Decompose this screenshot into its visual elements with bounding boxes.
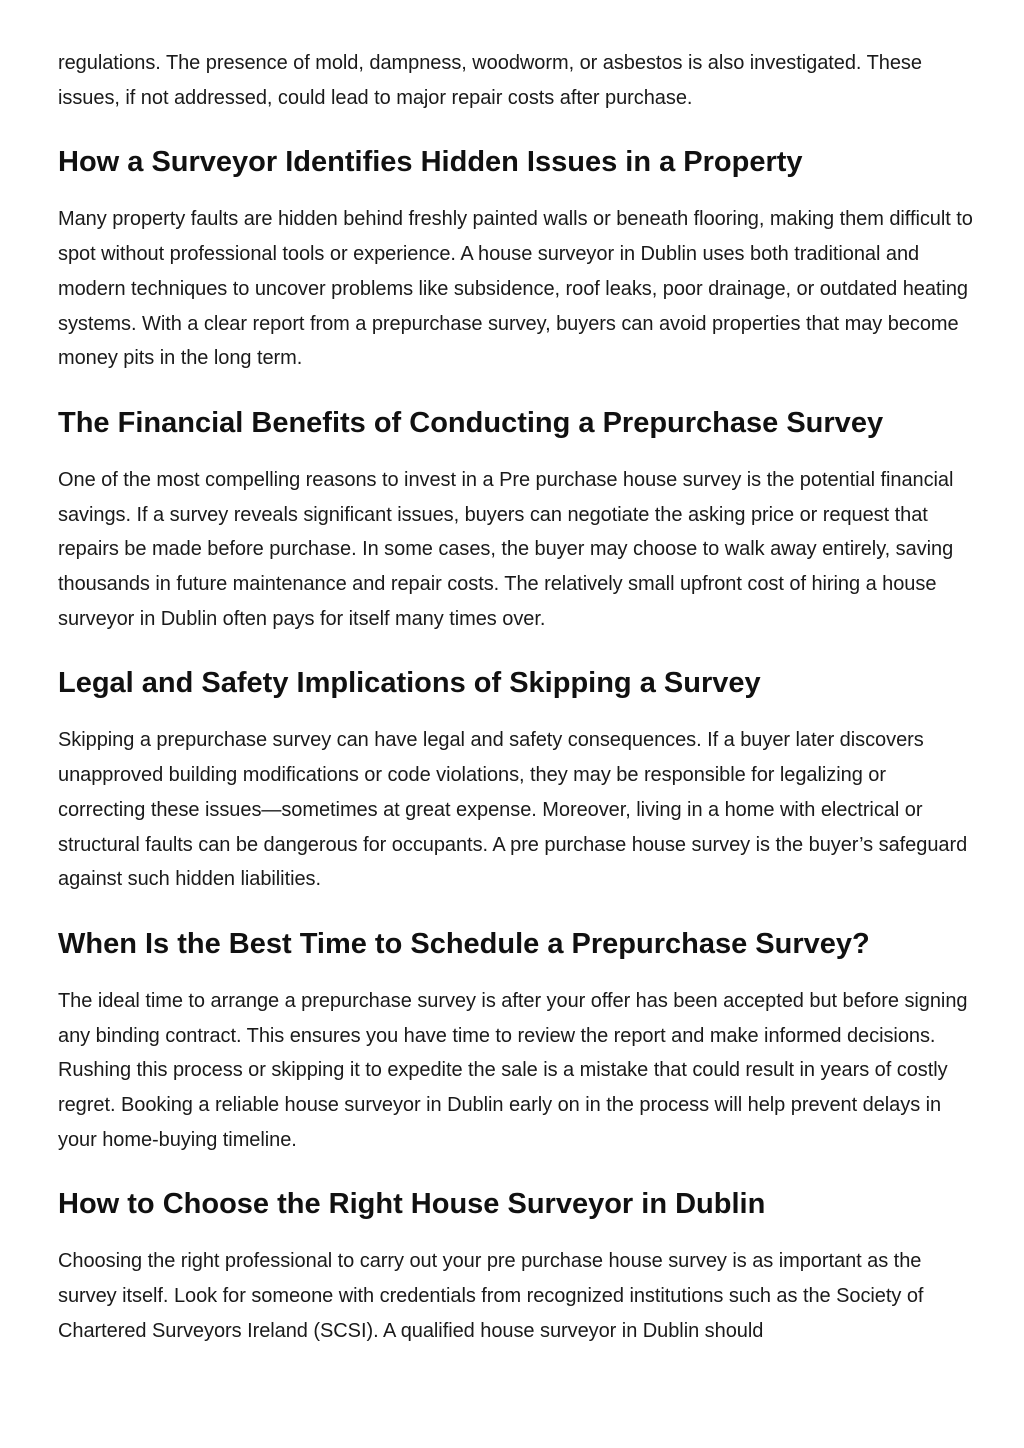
section-body-hidden-issues: Many property faults are hidden behind freshly painted walls or beneath flooring, making them difficult to spot without professional tools or experience. A house surveyor in Dublin uses both traditional and modern techniques to uncover problems like subsidence, roof leaks, poor drainage, or outdated heating systems. With a clear report from a prepurchase survey, buyers can avoid properties that may become money pits in the long term. bbox=[58, 208, 973, 370]
section-heading-financial-benefits: The Financial Benefits of Conducting a Prepurchase Survey bbox=[58, 406, 884, 439]
document-page bbox=[58, 46, 978, 1349]
section-heading-legal-safety: Legal and Safety Implications of Skipping a Survey bbox=[58, 667, 761, 700]
intro-paragraph: regulations. The presence of mold, dampness, woodworm, or asbestos is also investigated. These issues, if not addressed, could lead to major repair costs after purchase. bbox=[58, 52, 922, 109]
section-body-best-time: The ideal time to arrange a prepurchase survey is after your offer has been accepted but before signing any binding contract. This ensures you have time to review the report and make informed decisions. Rushing this process or skipping it to expedite the sale is a mistake that could result in years of costly regret. Booking a reliable house surveyor in Dublin early on in the process will help prevent delays in your home-buying timeline. bbox=[58, 989, 968, 1151]
section-heading-best-time: When Is the Best Time to Schedule a Prepurchase Survey? bbox=[58, 927, 870, 960]
section-body-choose-surveyor: Choosing the right professional to carry out your pre purchase house survey is as important as the survey itself. Look for someone with credentials from recognized institutions such as the Society of Chartered Surveyors Ireland (SCSI). A qualified house surveyor in Dublin should bbox=[58, 1250, 924, 1342]
section-heading-choose-surveyor: How to Choose the Right House Surveyor in Dublin bbox=[58, 1188, 766, 1221]
section-body-legal-safety: Skipping a prepurchase survey can have legal and safety consequences. If a buyer later discovers unapproved building modifications or code violations, they may be responsible for legalizing or correcting these issues—sometimes at great expense. Moreover, living in a home with electrical or structural faults can be dangerous for occupants. A pre purchase house survey is the buyer’s safeguard against such hidden liabilities. bbox=[58, 729, 968, 891]
section-heading-hidden-issues: How a Surveyor Identifies Hidden Issues in a Property bbox=[58, 146, 803, 179]
section-body-financial-benefits: One of the most compelling reasons to invest in a Pre purchase house survey is the potential financial savings. If a survey reveals significant issues, buyers can negotiate the asking price or request that repairs be made before purchase. In some cases, the buyer may choose to walk away entirely, saving thousands in future maintenance and repair costs. The relatively small upfront cost of hiring a house surveyor in Dublin often pays for itself many times over. bbox=[58, 468, 954, 630]
